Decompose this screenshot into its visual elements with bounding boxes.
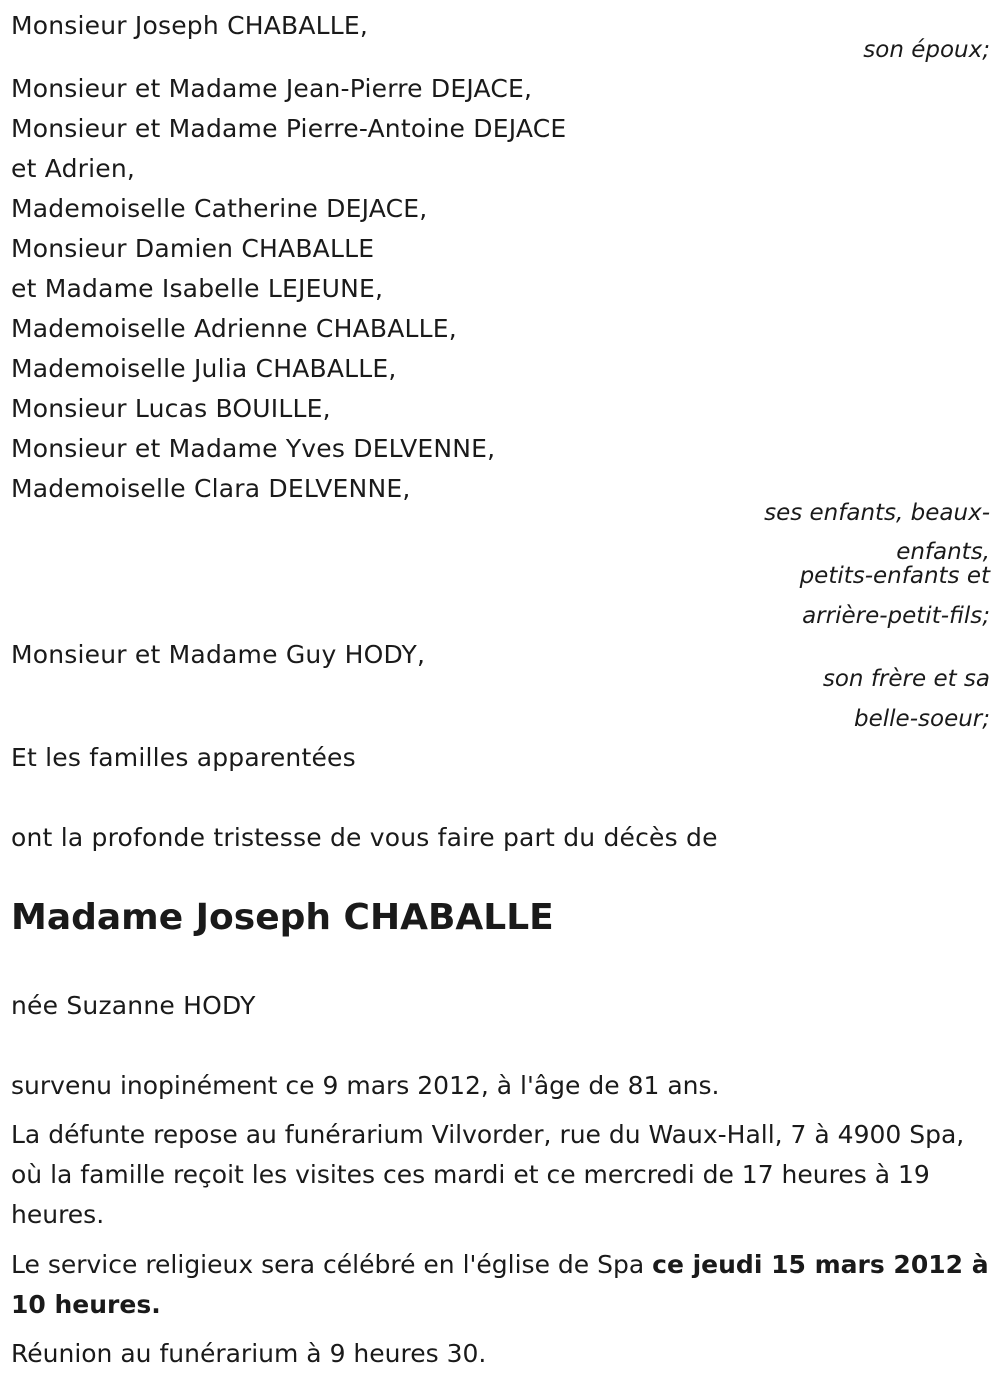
deceased-name: Madame Joseph CHABALLE xyxy=(11,897,554,938)
list-item: Monsieur Lucas BOUILLE, xyxy=(11,394,331,423)
role-line: belle-soeur; xyxy=(854,706,990,732)
list-item: Monsieur et Madame Yves DELVENNE, xyxy=(11,434,496,463)
maiden-name: née Suzanne HODY xyxy=(11,991,256,1020)
service-details xyxy=(11,1245,989,1325)
list-item: Mademoiselle Julia CHABALLE, xyxy=(11,354,397,383)
list-item: et Madame Isabelle LEJEUNE, xyxy=(11,274,384,303)
list-item: Mademoiselle Catherine DEJACE, xyxy=(11,194,428,223)
list-item: Mademoiselle Clara DELVENNE, xyxy=(11,474,411,503)
meeting-details: Réunion au funérarium à 9 heures 30. xyxy=(11,1339,487,1368)
list-item: Mademoiselle Adrienne CHABALLE, xyxy=(11,314,457,343)
spouse-name: Monsieur Joseph CHABALLE, xyxy=(11,11,369,40)
role-line: arrière-petit-fils; xyxy=(802,603,990,629)
spouse-role: son époux; xyxy=(863,37,990,63)
related-families: Et les familles apparentées xyxy=(11,743,356,772)
role-line: petits-enfants et xyxy=(799,563,990,589)
list-item: Monsieur Damien CHABALLE xyxy=(11,234,375,263)
death-details: survenu inopinément ce 9 mars 2012, à l'âge de 81 ans. xyxy=(11,1071,720,1100)
list-item: et Adrien, xyxy=(11,154,136,183)
list-item: Monsieur et Madame Jean-Pierre DEJACE, xyxy=(11,74,533,103)
role-line: son frère et sa xyxy=(822,666,990,692)
rest-details: La défunte repose au funérarium Vilvorder, rue du Waux-Hall, 7 à 4900 Spa, où la famille reçoit les visites ces mardi et ce mercredi de 17 heures à 19 heures. xyxy=(11,1120,965,1229)
role-line: ses enfants, beaux- xyxy=(764,500,990,526)
announcement-text: ont la profonde tristesse de vous faire part du décès de xyxy=(11,823,718,852)
service-date: ce jeudi 15 mars 2012 à 10 heures. xyxy=(11,1250,989,1319)
service-text: Le service religieux sera célébré en l'église de Spa xyxy=(11,1250,653,1279)
role-line: enfants, xyxy=(896,539,990,565)
list-item: Monsieur et Madame Pierre-Antoine DEJACE xyxy=(11,114,567,143)
sibling-name: Monsieur et Madame Guy HODY, xyxy=(11,640,426,669)
